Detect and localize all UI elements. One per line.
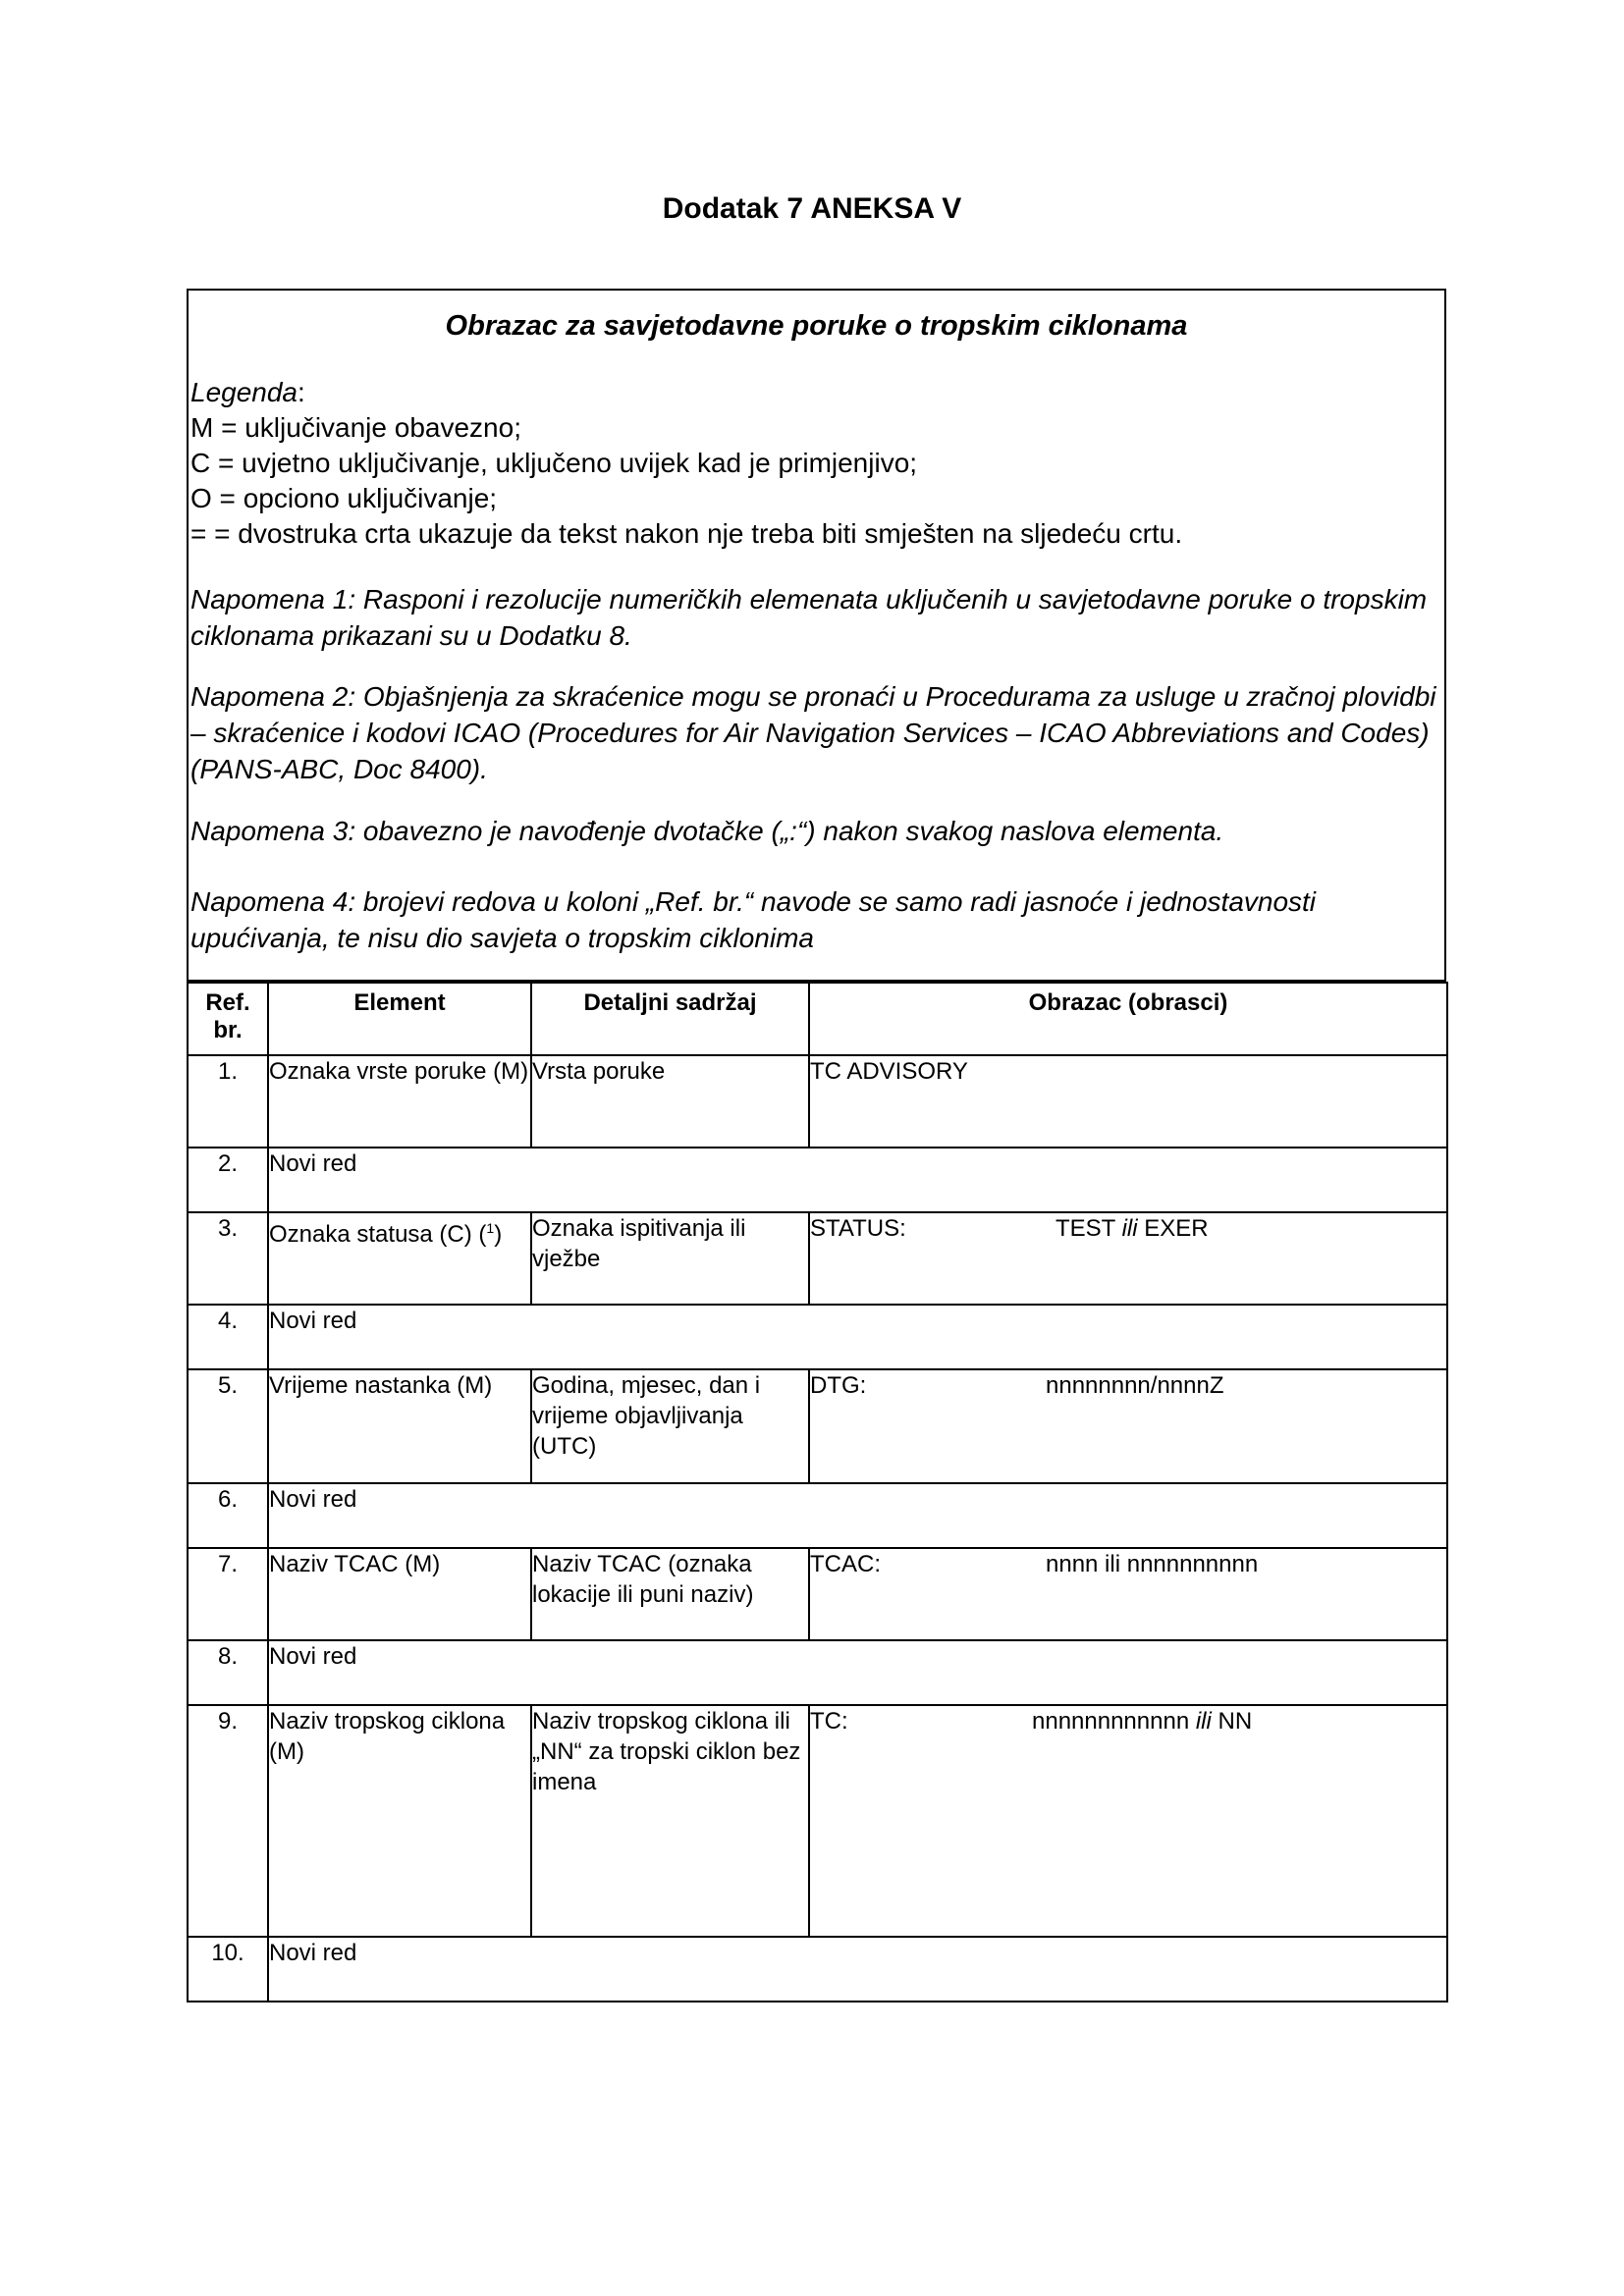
legend-heading: Legenda:: [190, 377, 305, 407]
element-cell: Oznaka statusa (C) ($^1$): [268, 1212, 531, 1305]
ref-number: 4.: [188, 1305, 268, 1369]
element-cell: Naziv tropskog ciklona (M): [268, 1705, 531, 1937]
table-row: [188, 1055, 1447, 1148]
ref-number: 6.: [188, 1483, 268, 1548]
detail-cell: Godina, mjesec, dan i vrijeme objavljivanja (UTC): [531, 1369, 809, 1483]
header-detail: Detaljni sadržaj: [531, 983, 809, 1055]
note-1: Napomena 1: Rasponi i rezolucije numeričkih elemenata uključenih u savjetodavne poruke o tropskim ciklonama prikazani su u Dodatku 8.: [190, 584, 1428, 651]
table-header-row: [188, 983, 1447, 1055]
table-row: [188, 1305, 1447, 1369]
table-row: [188, 1937, 1447, 2002]
template-cell: [809, 1369, 1447, 1483]
ref-number: 3.: [188, 1212, 268, 1305]
table-row: [188, 1705, 1447, 1937]
element-cell: Naziv TCAC (M): [268, 1548, 531, 1640]
legend: [190, 375, 1442, 552]
legend-line: O = opciono uključivanje;: [190, 483, 498, 513]
ref-number: 5.: [188, 1369, 268, 1483]
table-row: [188, 1548, 1447, 1640]
detail-cell: Naziv tropskog ciklona ili „NN“ za tropski ciklon bez imena: [531, 1705, 809, 1937]
detail-cell: Oznaka ispitivanja ili vježbe: [531, 1212, 809, 1305]
intro-box: [187, 289, 1446, 982]
template-table: [187, 982, 1448, 2002]
legend-line: = = dvostruka crta ukazuje da tekst nakon nje treba biti smješten na sljedeću crtu.: [190, 518, 1183, 549]
header-element: Element: [268, 983, 531, 1055]
header-ref: Ref. br.: [188, 983, 268, 1055]
template-label: TC:: [810, 1708, 848, 1735]
note-3: Napomena 3: obavezno je navođenje dvotačke („:“) nakon svakog naslova elementa.: [190, 816, 1224, 846]
page-title: Dodatak 7 ANEKSA V: [662, 192, 962, 225]
template-cell: [809, 1055, 1447, 1148]
element-cell: Vrijeme nastanka (M): [268, 1369, 531, 1483]
header-template: Obrazac (obrasci): [809, 983, 1447, 1055]
note-4: Napomena 4: brojevi redova u koloni „Ref. br.“ navode se samo radi jasnoće i jednostavnosti upućivanja, te nisu dio savjeta o tropskim ciklonima: [190, 886, 1317, 953]
ref-number: 7.: [188, 1548, 268, 1640]
ref-number: 1.: [188, 1055, 268, 1148]
table-row: [188, 1483, 1447, 1548]
element-cell: Novi red: [268, 1305, 1447, 1369]
table-row: [188, 1640, 1447, 1705]
template-value: nnnnnnnn/nnnnZ: [1046, 1372, 1224, 1399]
detail-cell: Naziv TCAC (oznaka lokacije ili puni naziv): [531, 1548, 809, 1640]
template-cell: [809, 1705, 1447, 1937]
ref-number: 8.: [188, 1640, 268, 1705]
legend-line: C = uvjetno uključivanje, uključeno uvijek kad je primjenjivo;: [190, 448, 918, 478]
table-row: [188, 1148, 1447, 1212]
table-row: [188, 1369, 1447, 1483]
element-cell: Novi red: [268, 1937, 1447, 2002]
element-cell: Oznaka vrste poruke (M): [268, 1055, 531, 1148]
template-label: TC ADVISORY: [810, 1058, 968, 1085]
detail-cell: Vrsta poruke: [531, 1055, 809, 1148]
form-title: Obrazac za savjetodavne poruke o tropskim ciklonama: [445, 310, 1188, 342]
template-label: DTG:: [810, 1372, 867, 1399]
ref-number: 10.: [188, 1937, 268, 2002]
template-value: nnnn ili nnnnnnnnnn: [1046, 1551, 1259, 1577]
note-2: Napomena 2: Objašnjenja za skraćenice mogu se pronaći u Procedurama za usluge u zračnoj plovidbi – skraćenice i kodovi ICAO (Procedures for Air Navigation Services – ICAO Abbreviations and Codes) (PANS-ABC, Doc 8400).: [190, 681, 1436, 784]
legend-line: M = uključivanje obavezno;: [190, 412, 521, 443]
template-value: nnnnnnnnnnnn ili NN: [1032, 1708, 1253, 1735]
template-cell: [809, 1548, 1447, 1640]
table-row: [188, 1212, 1447, 1305]
element-cell: Novi red: [268, 1640, 1447, 1705]
template-cell: [809, 1212, 1447, 1305]
ref-number: 2.: [188, 1148, 268, 1212]
element-cell: Novi red: [268, 1148, 1447, 1212]
template-value: TEST ili EXER: [1056, 1215, 1209, 1242]
template-label: STATUS:: [810, 1215, 906, 1242]
element-cell: Novi red: [268, 1483, 1447, 1548]
ref-number: 9.: [188, 1705, 268, 1937]
template-label: TCAC:: [810, 1551, 881, 1577]
